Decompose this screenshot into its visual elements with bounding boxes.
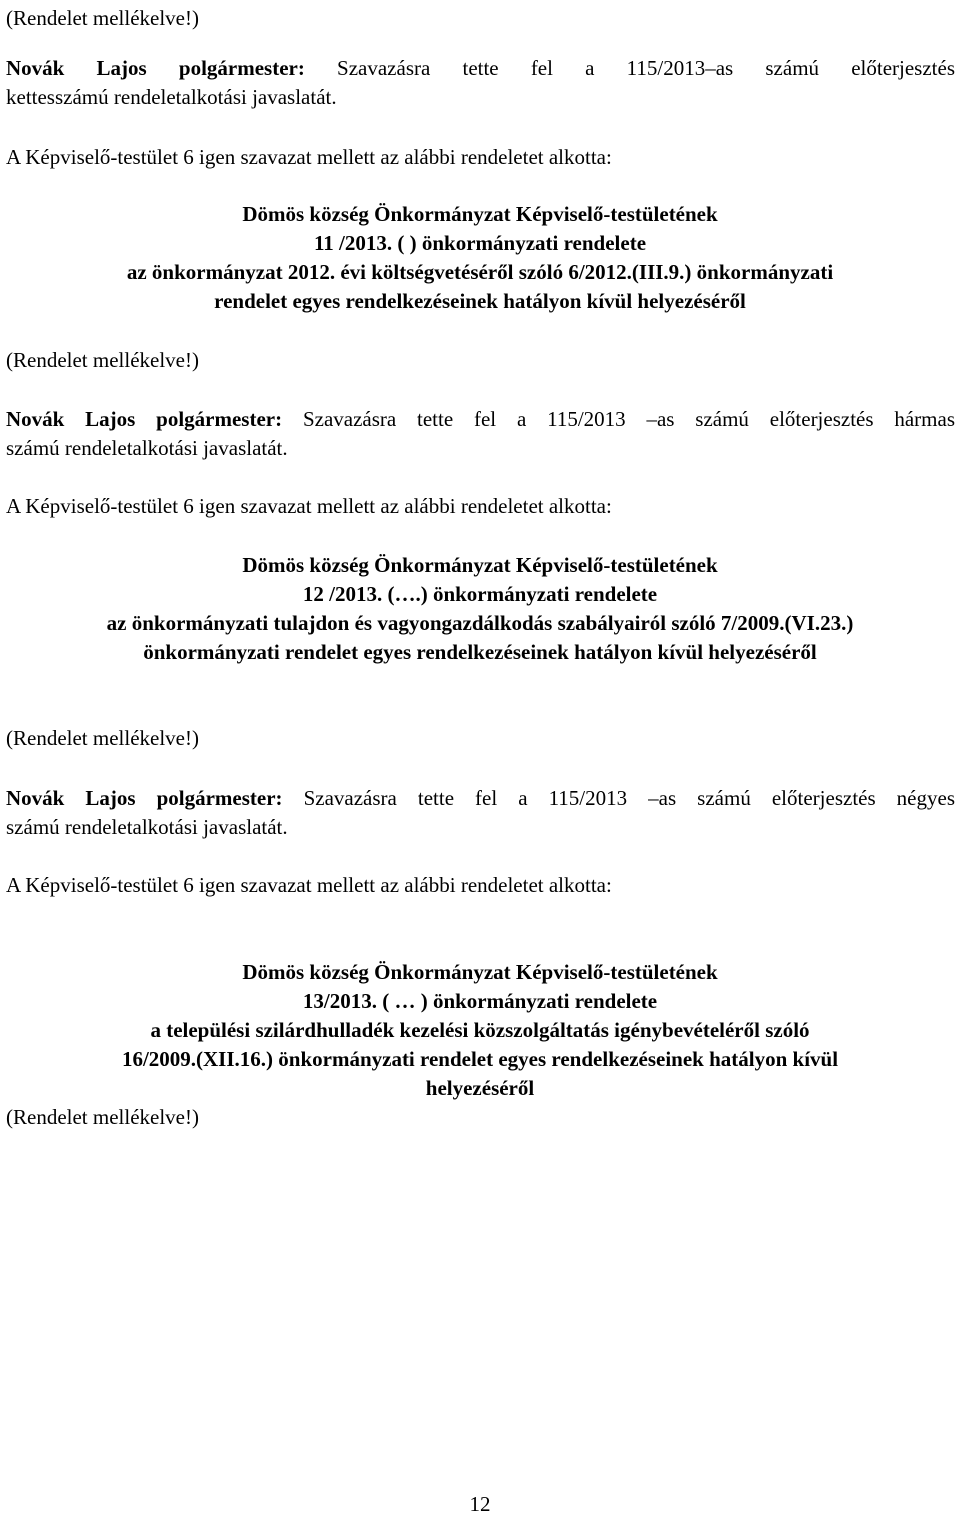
regulation-title-issuer: Dömös község Önkormányzat Képviselő-testületének [242, 960, 718, 984]
annex-note: (Rendelet mellékelve!) [6, 1105, 199, 1129]
regulation-title-subject: 16/2009.(XII.16.) önkormányzati rendelet egyes rendelkezéseinek hatályon kívül [121, 1047, 839, 1071]
annex-note: (Rendelet mellékelve!) [6, 6, 199, 30]
regulation-title-subject: önkormányzati rendelet egyes rendelkezéseinek hatályon kívül helyezéséről [143, 640, 817, 664]
motion-text-continued: számú rendeletalkotási javaslatát. [6, 436, 288, 460]
motion-text: Szavazásra tette fel a 115/2013 –as számú előterjesztés hármas [302, 407, 955, 431]
speaker-name: Novák Lajos polgármester: [6, 56, 305, 80]
motion-paragraph-line [6, 54, 955, 83]
regulation-title-number: 12 /2013. (….) önkormányzati rendelete [302, 582, 658, 606]
annex-note: (Rendelet mellékelve!) [6, 348, 199, 372]
regulation-title-issuer: Dömös község Önkormányzat Képviselő-testületének [242, 202, 718, 226]
regulation-title-issuer: Dömös község Önkormányzat Képviselő-testületének [242, 553, 718, 577]
speaker-name: Novák Lajos polgármester: [6, 786, 283, 810]
speaker-name: Novák Lajos polgármester: [6, 407, 283, 431]
motion-text-continued: kettesszámú rendeletalkotási javaslatát. [6, 85, 337, 109]
regulation-title-subject: helyezéséről [425, 1076, 535, 1100]
page-number: 12 [469, 1492, 491, 1516]
regulation-title-subject: az önkormányzati tulajdon és vagyongazdálkodás szabályairól szóló 7/2009.(VI.23.) [106, 611, 854, 635]
vote-statement: A Képviselő-testület 6 igen szavazat mellett az alábbi rendeletet alkotta: [6, 145, 612, 169]
annex-note: (Rendelet mellékelve!) [6, 726, 199, 750]
regulation-title-subject: a települési szilárdhulladék kezelési közszolgáltatás igénybevételéről szóló [150, 1018, 810, 1042]
vote-statement: A Képviselő-testület 6 igen szavazat mellett az alábbi rendeletet alkotta: [6, 494, 612, 518]
motion-text-continued: számú rendeletalkotási javaslatát. [6, 815, 288, 839]
motion-text: Szavazásra tette fel a 115/2013 –as számú előterjesztés négyes [303, 786, 955, 810]
motion-paragraph-line [6, 784, 955, 813]
regulation-title-subject: rendelet egyes rendelkezéseinek hatályon kívül helyezéséről [214, 289, 746, 313]
motion-text: Szavazásra tette fel a 115/2013–as számú előterjesztés [337, 56, 955, 80]
regulation-title-number: 11 /2013. ( ) önkormányzati rendelete [313, 231, 647, 255]
regulation-title-subject: az önkormányzat 2012. évi költségvetéséről szóló 6/2012.(III.9.) önkormányzati [126, 260, 834, 284]
vote-statement: A Képviselő-testület 6 igen szavazat mellett az alábbi rendeletet alkotta: [6, 873, 612, 897]
motion-paragraph-line [6, 405, 955, 434]
regulation-title-number: 13/2013. ( … ) önkormányzati rendelete [302, 989, 658, 1013]
